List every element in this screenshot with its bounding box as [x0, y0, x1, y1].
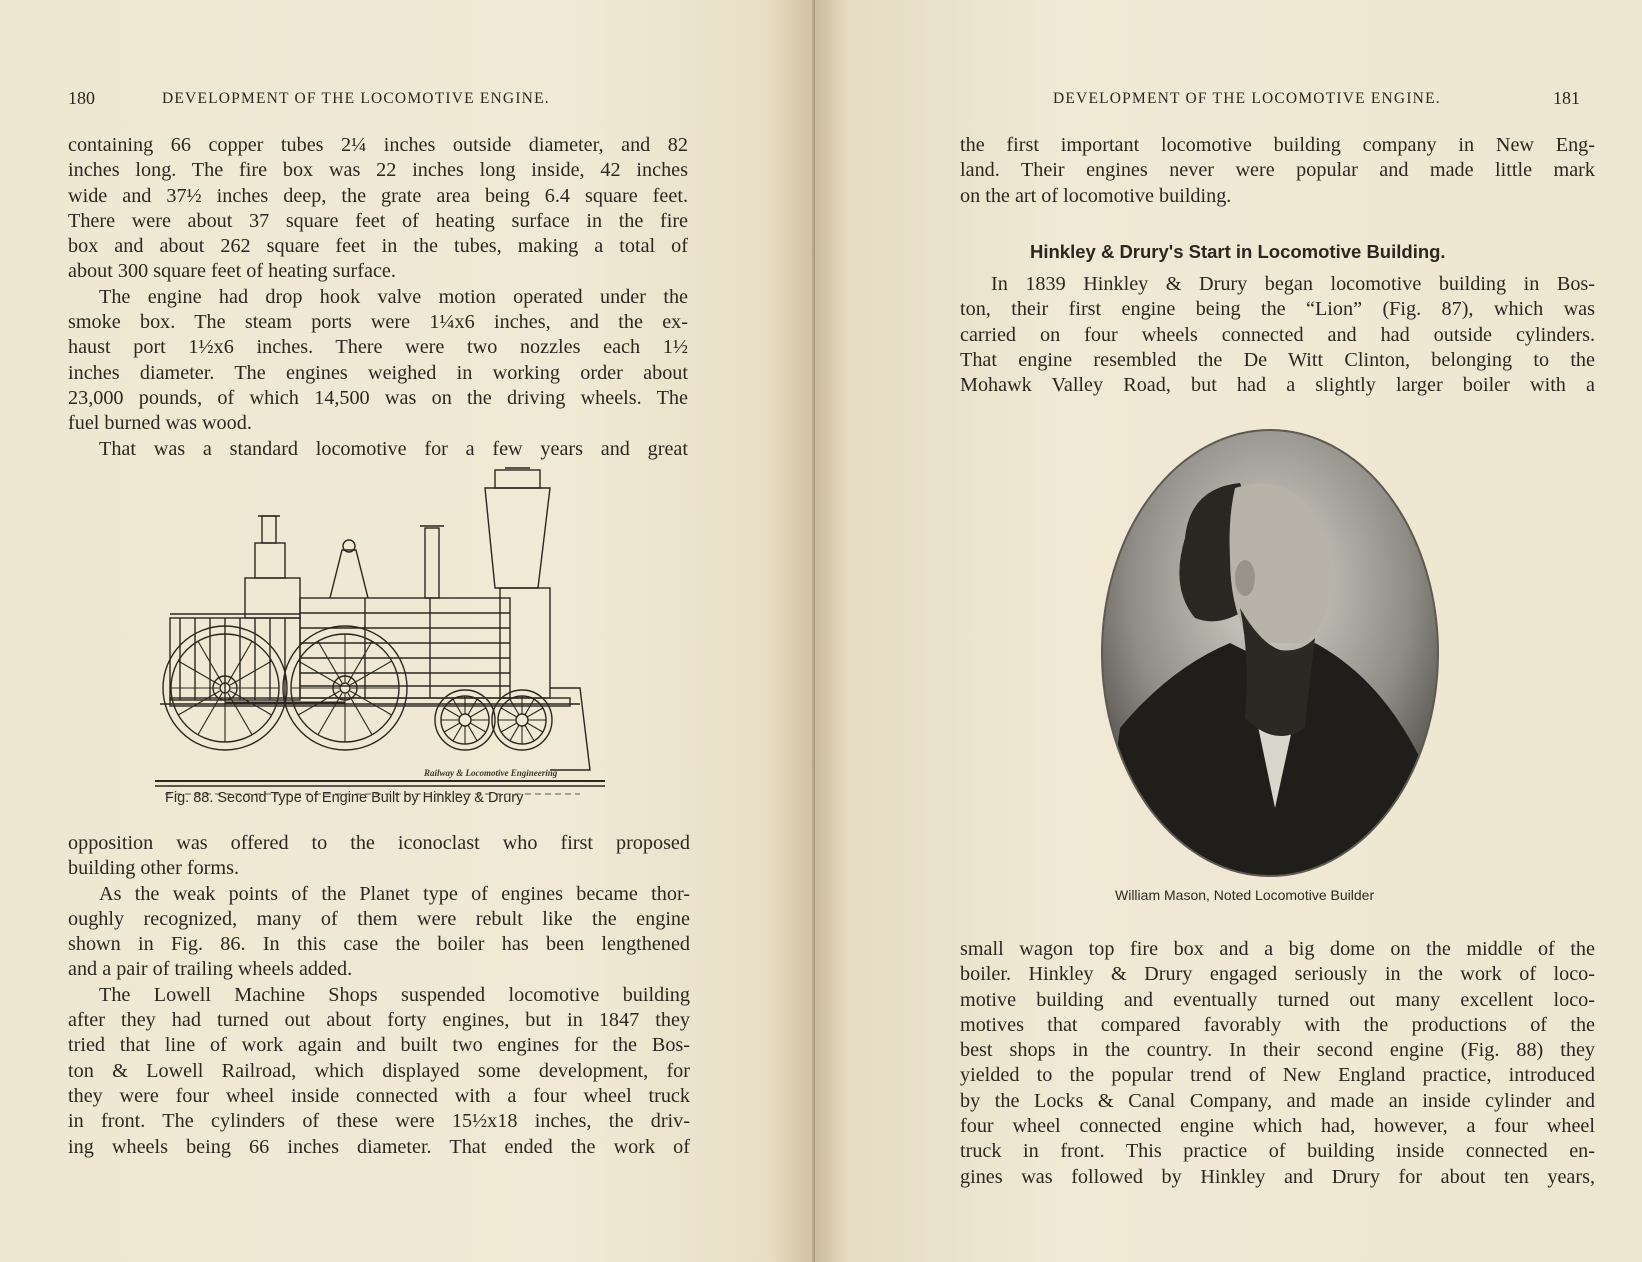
section-heading: Hinkley & Drury's Start in Locomotive Building.	[1030, 241, 1446, 262]
body-text-top	[68, 133, 688, 462]
body-text-bottom	[68, 831, 690, 1160]
wheel-spoke	[348, 641, 372, 683]
text-line: boiler. Hinkley & Drury engaged seriously in the work of loco-	[960, 963, 1595, 986]
text-line: land. Their engines never were popular and made little mark	[960, 159, 1595, 182]
text-line: shown in Fig. 86. In this case the boiler has been lengthened	[68, 933, 690, 956]
text-line: Mohawk Valley Road, but had a slightly larger boiler with a	[960, 374, 1595, 397]
page-number: 181	[1553, 88, 1580, 108]
left-page	[0, 0, 815, 1262]
body-text-top	[960, 133, 1595, 209]
text-line: ing wheels being 66 inches diameter. That ended the work of	[68, 1135, 690, 1158]
wheel-spoke	[348, 693, 372, 735]
text-line: opposition was offered to the iconoclast who first proposed	[68, 832, 690, 854]
text-line: haust port 1½x6 inches. There were two nozzles each 1½	[68, 336, 688, 359]
page-number: 180	[68, 88, 95, 108]
wheel-spoke	[468, 725, 477, 741]
wheel-spoke	[468, 699, 477, 715]
text-line: inches long. The fire box was 22 inches long inside, 42 inches	[68, 159, 688, 182]
text-line: That engine resembled the De Witt Clinton, belonging to the	[960, 348, 1595, 371]
text-line: smoke box. The steam ports were 1¼x6 inches, and the ex-	[68, 311, 688, 334]
text-line: on the art of locomotive building.	[960, 184, 1232, 207]
portrait-image	[1100, 428, 1440, 878]
section-text	[960, 272, 1595, 398]
wheel-spoke	[318, 693, 342, 735]
text-line: ton & Lowell Railroad, which displayed some development, for	[68, 1059, 690, 1082]
wheel-spoke	[470, 723, 486, 732]
wheel-spoke	[527, 708, 543, 717]
wheel-spoke	[501, 708, 517, 717]
running-head: DEVELOPMENT OF THE LOCOMOTIVE ENGINE.	[162, 90, 550, 107]
wheel-spoke	[350, 691, 392, 715]
text-line: fuel burned was wood.	[68, 412, 252, 435]
text-line: The engine had drop hook valve motion operated under the	[99, 285, 688, 308]
text-line: by the Locks & Canal Company, and made an inside cylinder and	[960, 1089, 1595, 1112]
wheel-spoke	[525, 725, 534, 741]
text-line: 23,000 pounds, of which 14,500 was on the driving wheels. The	[68, 386, 688, 409]
text-line: about 300 square feet of heating surface.	[68, 260, 396, 283]
text-line: motives that compared favorably with the productions of the	[960, 1013, 1595, 1036]
wheel-spoke	[318, 641, 342, 683]
text-line: gines was followed by Hinkley and Drury for about ten years,	[960, 1165, 1595, 1188]
text-line: That was a standard locomotive for a few years and great	[99, 437, 688, 460]
right-page	[815, 0, 1642, 1262]
text-line: they were four wheel inside connected with a four wheel truck	[68, 1084, 690, 1107]
text-line: box and about 262 square feet in the tubes, making a total of	[68, 235, 688, 258]
text-line: containing 66 copper tubes 2¼ inches outside diameter, and 82	[68, 134, 688, 156]
text-line: The Lowell Machine Shops suspended locomotive building	[99, 983, 690, 1006]
wheel-spoke	[230, 661, 272, 685]
wheel-spoke	[444, 708, 460, 717]
text-line: inches diameter. The engines weighed in working order about	[68, 361, 688, 384]
wheel-spoke	[525, 699, 534, 715]
wheel-spoke	[510, 725, 519, 741]
figure-credit: Railway & Locomotive Engineering	[424, 768, 558, 778]
wheel-spoke	[444, 723, 460, 732]
text-line: oughly recognized, many of them were rebult like the engine	[68, 907, 690, 930]
text-line: and a pair of trailing wheels added.	[68, 958, 353, 981]
text-line: ton, their first engine being the “Lion” (Fig. 87), which was	[960, 298, 1595, 321]
wheel-spoke	[470, 708, 486, 717]
text-line: after they had turned out about forty engines, but in 1847 they	[68, 1009, 690, 1032]
wheel-spoke	[501, 723, 517, 732]
text-line: the first important locomotive building company in New Eng-	[960, 134, 1595, 156]
body-text-bottom	[960, 937, 1595, 1190]
text-line: truck in front. This practice of building inside connected en-	[960, 1140, 1595, 1163]
text-line: In 1839 Hinkley & Drury began locomotive building in Bos-	[991, 273, 1595, 295]
text-line: As the weak points of the Planet type of engines became thor-	[99, 882, 690, 905]
text-line: best shops in the country. In their second engine (Fig. 88) they	[960, 1039, 1595, 1062]
text-line: four wheel connected engine which had, however, a four wheel	[960, 1115, 1595, 1138]
text-line: motive building and eventually turned out many excellent loco-	[960, 988, 1595, 1011]
text-line: wide and 37½ inches deep, the grate area being 6.4 square feet.	[68, 184, 688, 207]
wheel-spoke	[453, 725, 462, 741]
text-line: small wagon top fire box and a big dome on the middle of the	[960, 938, 1595, 960]
wheel-spoke	[510, 699, 519, 715]
figure-caption: Fig. 88. Second Type of Engine Built by Hinkley & Drury	[165, 790, 524, 806]
text-line: yielded to the popular trend of New England practice, introduced	[960, 1064, 1595, 1087]
text-line: building other forms.	[68, 857, 240, 880]
wheel-spoke	[527, 723, 543, 732]
wheel-spoke	[178, 661, 220, 685]
text-line: carried on four wheels connected and had outside cylinders.	[960, 323, 1595, 346]
text-line: There were about 37 square feet of heating surface in the fire	[68, 209, 688, 232]
text-line: tried that line of work again and built two engines for the Bos-	[68, 1034, 690, 1057]
wheel-spoke	[453, 699, 462, 715]
wheel-spoke	[178, 691, 220, 715]
text-line: in front. The cylinders of these were 15½x18 inches, the driv-	[68, 1110, 690, 1133]
running-head: DEVELOPMENT OF THE LOCOMOTIVE ENGINE.	[1053, 90, 1441, 107]
portrait-caption: William Mason, Noted Locomotive Builder	[1115, 887, 1375, 903]
